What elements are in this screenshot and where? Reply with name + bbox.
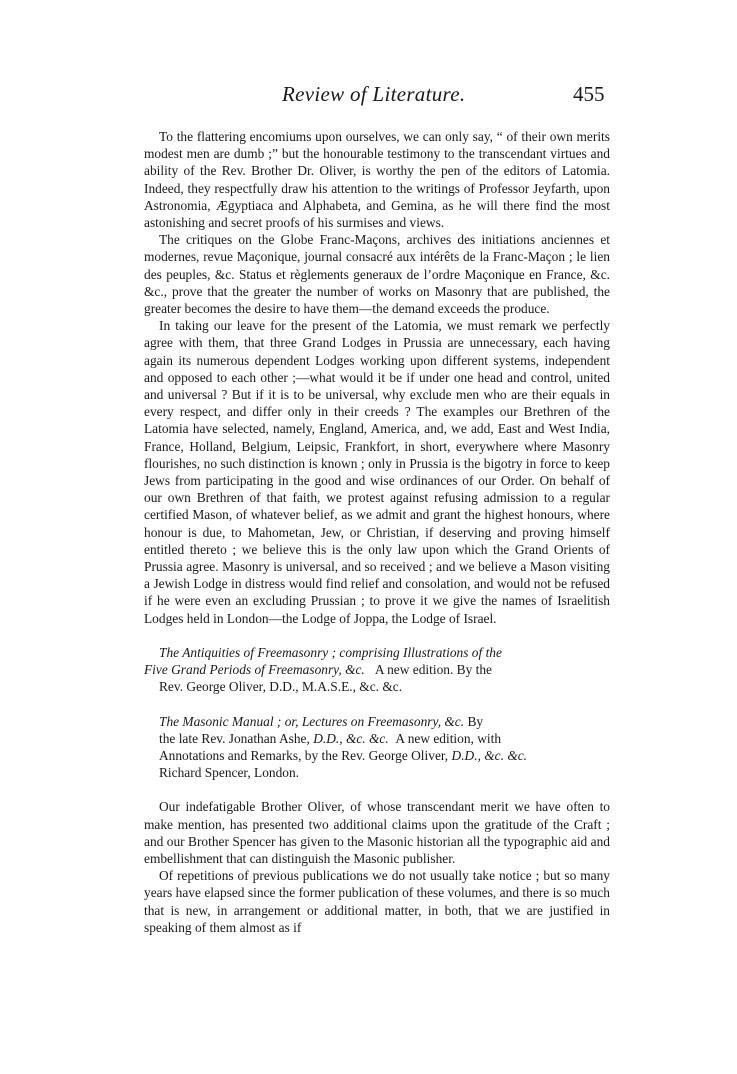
page-number: 455 xyxy=(573,82,605,106)
book-author-degree: D.D., &c. &c. xyxy=(313,730,389,746)
book-edition: A new edition. By the xyxy=(374,662,492,678)
book-publisher: Richard Spencer, London. xyxy=(159,765,300,781)
page-body xyxy=(144,128,610,936)
book-title-line-2: Five Grand Periods of Freemasonry, &c. xyxy=(144,662,365,678)
paragraph-oliver-review: Our indefatigable Brother Oliver, of whose transcendant merit we have often to make mention, has presented two additional claims upon the gratitude of the Craft ; and our Brother Spencer has given to the Masonic historian all the typographic aid and embellishment that can distinguish the Masonic publisher. xyxy=(144,799,610,866)
running-header xyxy=(0,82,737,112)
book-entry-antiquities xyxy=(144,644,610,696)
paragraph-critiques: The critiques on the Globe Franc-Maçons, archives des initiations anciennes et modernes, revue Maçonique, journal consacré aux intérêts de la Franc-Maçon ; le lien des peuples, &c. Status et règlements generaux de l’ordre Maçonique en France, &c. &c., prove that the greater the number of works on Masonry that are published, the greater becomes the desire to have them—the demand exceeds the produce. xyxy=(144,232,610,317)
book-annotations: Annotations and Remarks, by the Rev. George Oliver, xyxy=(159,747,449,763)
book-entry-masonic-manual xyxy=(144,713,610,782)
book-title: The Masonic Manual ; or, Lectures on Freemasonry, &c. xyxy=(159,713,465,729)
book-author-line: the late Rev. Jonathan Ashe, xyxy=(159,730,310,746)
book-title-line-1: The Antiquities of Freemasonry ; comprising Illustrations of the xyxy=(159,644,502,660)
paragraph-prussia-lodges: In taking our leave for the present of the Latomia, we must remark we perfectly agree with them, that three Grand Lodges in Prussia are unnecessary, each having again its numerous dependent Lodges working upon different systems, independent and opposed to each other ;—what would it be if under one head and control, united and universal ? But if it is to be universal, why exclude men who are their equals in every respect, and differ only in their creeds ? The examples our Brethren of the Latomia have selected, namely, England, America, and, we add, East and West India, France, Holland, Belgium, Leipsic, Frankfort, in short, everywhere where Masonry flourishes, no such distinction is known ; only in Prussia is the bigotry in force to keep Jews from participating in the good and wise ordinances of our Order. On behalf of our own Brethren of that faith, we protest against refusing admission to a regular certified Mason, of whatever belief, as we admit and grant the highest honours, where honour is due, to Mahometan, Jew, or Christian, if deserving and proving himself entitled thereto ; we believe this is the only law upon which the Grand Orients of Prussia agree. Masonry is universal, and so received ; and we believe a Mason visiting a Jewish Lodge in distress would find relief and consolation, and would not be refused if he were even an excluding Prussian ; to prove it we give the names of Israelitish Lodges held in London—the Lodge of Joppa, the Lodge of Israel. xyxy=(144,318,610,626)
paragraph-latomia-praise: To the flattering encomiums upon ourselves, we can only say, “ of their own merits modest men are dumb ;” but the honourable testimony to the transcendant virtues and ability of the Rev. Brother Dr. Oliver, is worthy the pen of the editors of Latomia. Indeed, they respectfully draw his attention to the writings of Professor Jeyfarth, upon Astronomia, Ægyptiaca and Alphabeta, and Gemina, as he will there find the most astonishing and secret proofs of his surmises and views. xyxy=(144,129,610,231)
paragraph-repetitions: Of repetitions of previous publications we do not usually take notice ; but so many years have elapsed since the former publication of these volumes, and there is so much that is new, in arrangement or additional matter, in both, that we are justified in speaking of them almost as if xyxy=(144,868,610,935)
running-title: Review of Literature. xyxy=(282,82,466,106)
book-edition: A new edition, with xyxy=(395,730,502,746)
book-by: By xyxy=(467,713,484,729)
book-annotator-degree: D.D., &c. &c. xyxy=(451,747,528,763)
book-author: Rev. George Oliver, D.D., M.A.S.E., &c. &c. xyxy=(159,679,403,695)
